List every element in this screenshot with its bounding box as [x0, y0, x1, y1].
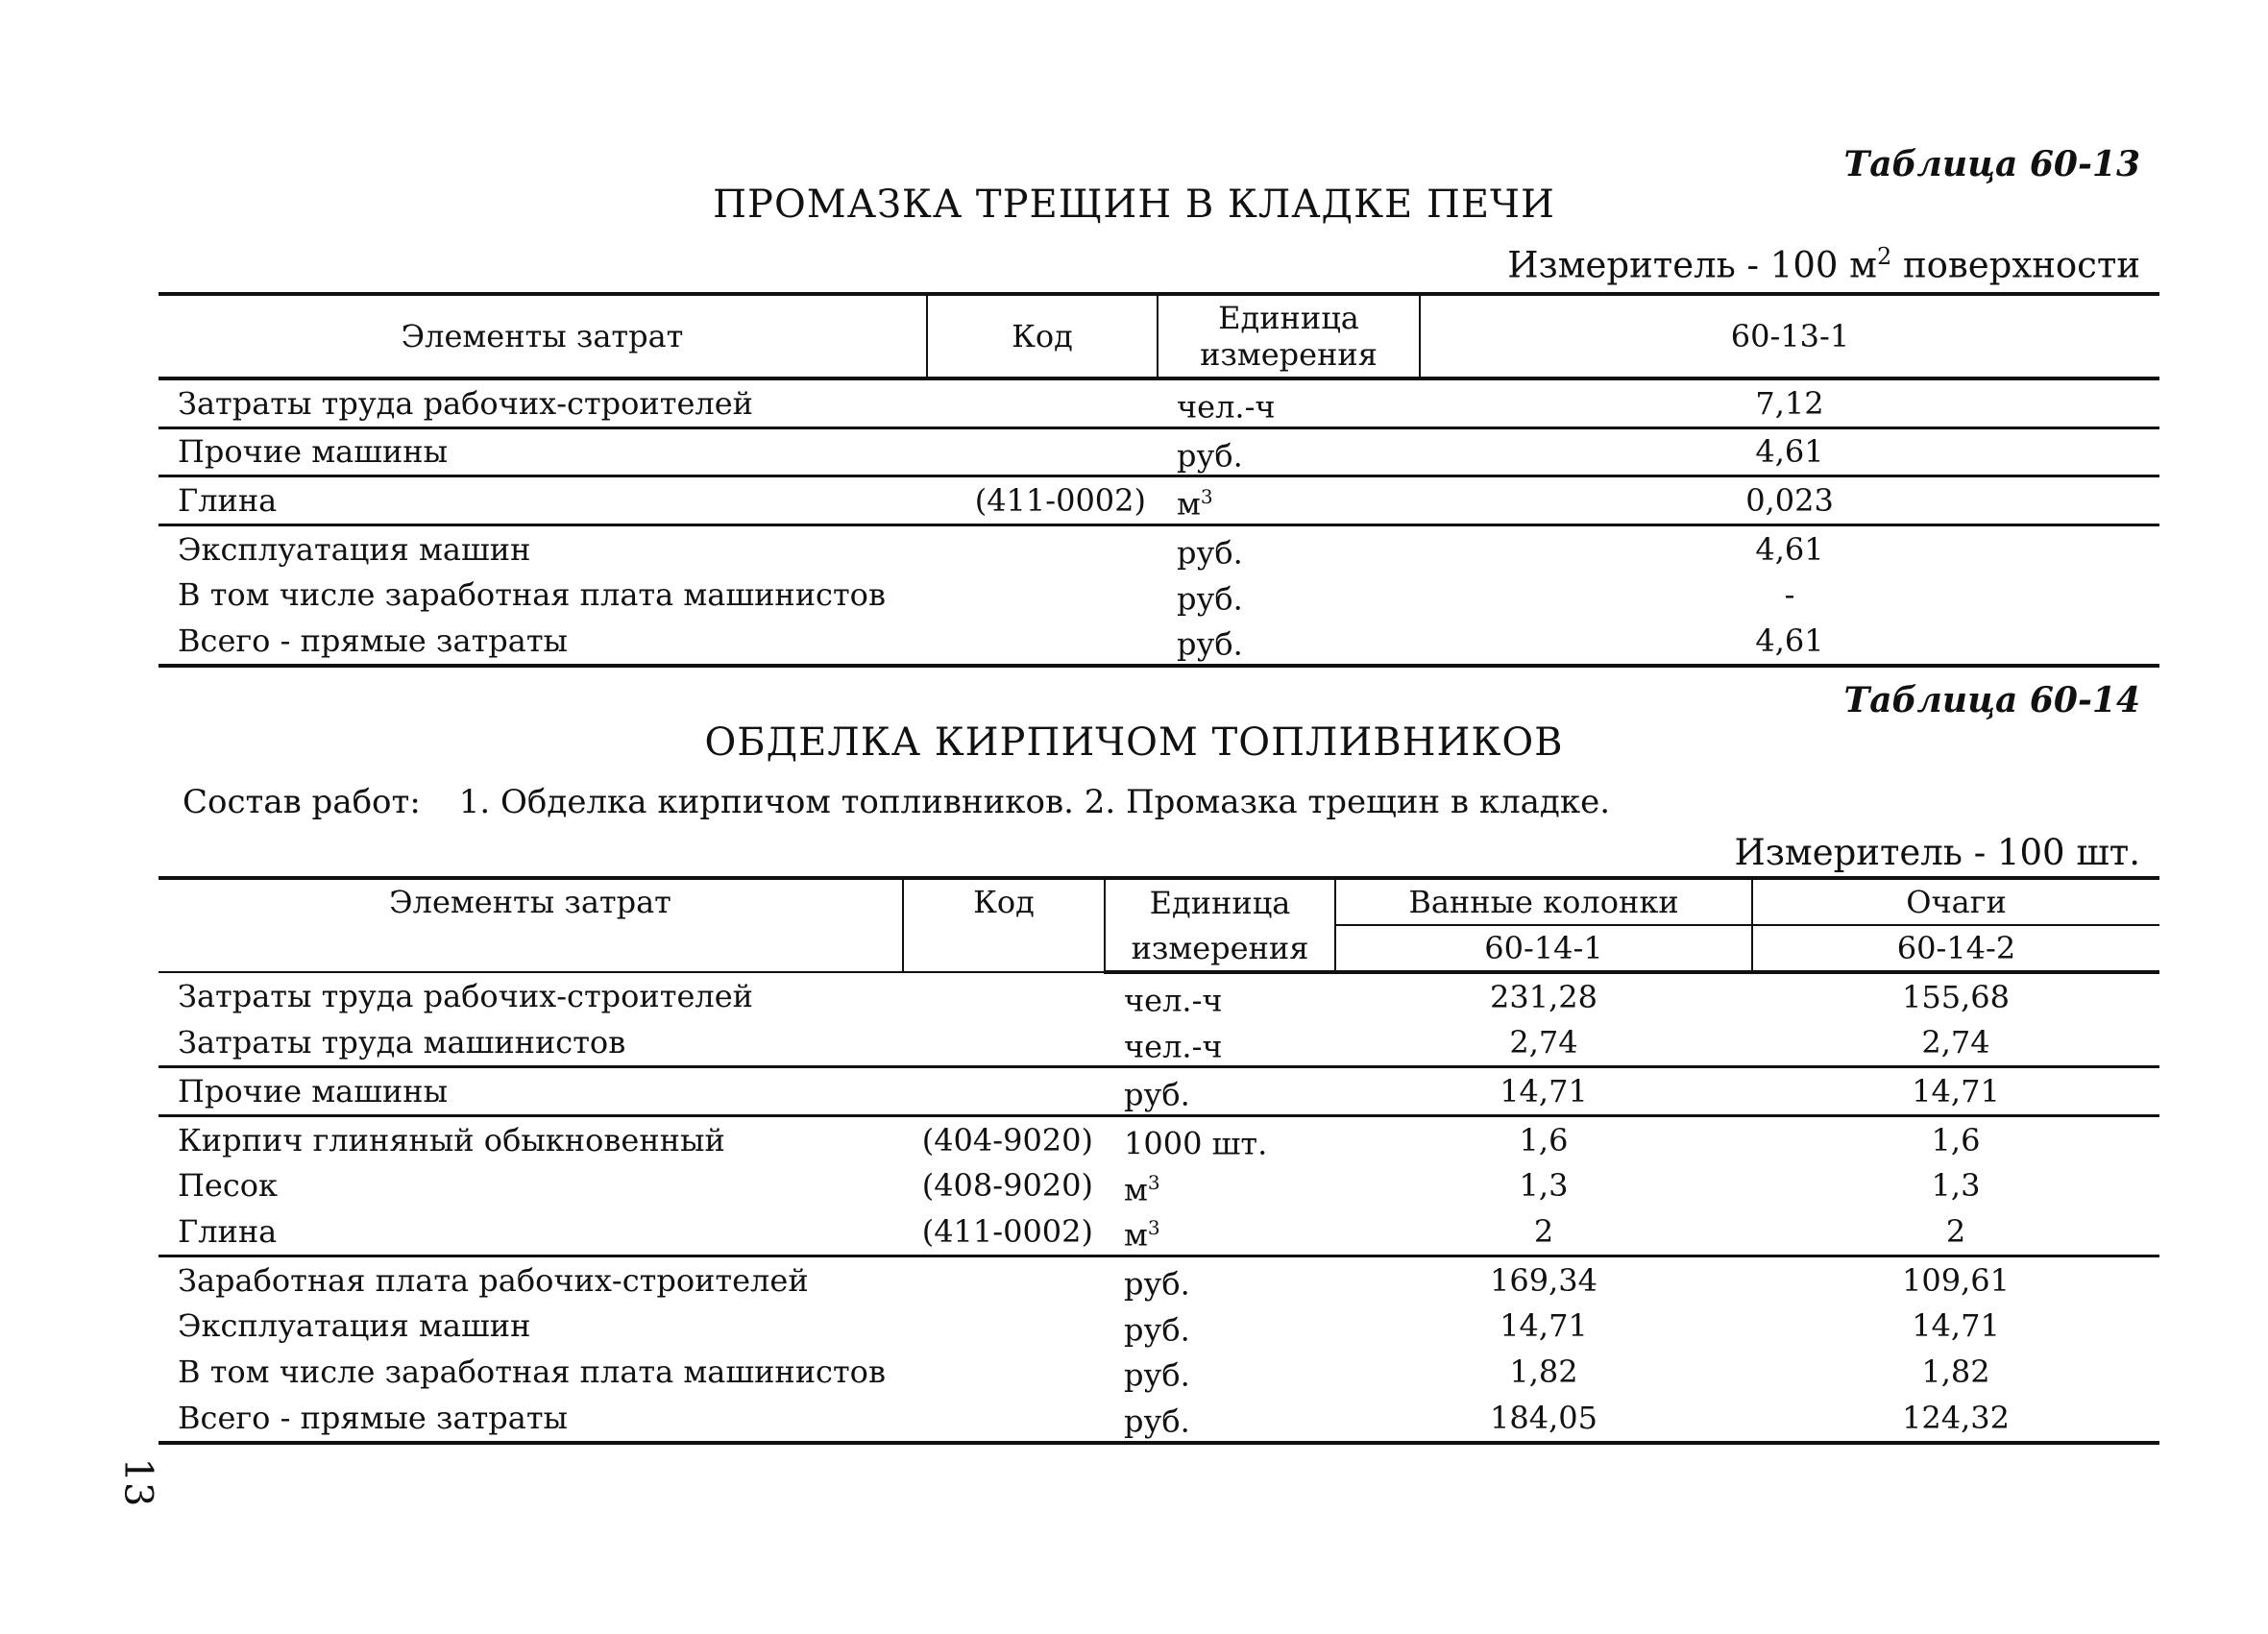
header-col-60-13-1: 60-13-1 — [1420, 294, 2159, 378]
table-60-14 — [159, 876, 2159, 1445]
row-value-1: 231,28 — [1490, 978, 1597, 1015]
header-unit-line1: Единица — [1105, 878, 1335, 925]
table-row — [159, 1256, 2159, 1303]
row-code — [927, 618, 1158, 666]
row-unit: руб. — [1124, 1356, 1190, 1394]
row-unit: руб. — [1105, 1067, 1335, 1116]
row-name: Затраты труда машинистов — [159, 1020, 903, 1067]
table-60-13-label: Таблица 60-13 — [1843, 144, 2140, 184]
row-code — [903, 972, 1105, 1020]
row-value-2: 14,71 — [1752, 1067, 2159, 1116]
table-60-14-title: ОБДЕЛКА КИРПИЧОМ ТОПЛИВНИКОВ — [704, 720, 1564, 765]
row-code — [903, 1020, 1105, 1067]
row-name: Прочие машины — [159, 1067, 903, 1116]
row-code — [903, 1395, 1105, 1443]
row-name: Кирпич глиняный обыкновенный — [178, 1121, 725, 1158]
table-60-13 — [159, 292, 2159, 668]
table-60-13-title: ПРОМАЗКА ТРЕЩИН В КЛАДКЕ ПЕЧИ — [713, 183, 1555, 227]
row-name: Глина — [159, 1208, 903, 1256]
table-row — [159, 972, 2159, 1020]
composition-label: Состав работ: — [183, 783, 421, 821]
table-header-row — [159, 294, 2159, 378]
row-unit: руб. — [1158, 427, 1420, 476]
row-value-1: 14,71 — [1335, 1067, 1752, 1116]
table-60-14-meter: Измеритель - 100 шт. — [1734, 832, 2140, 873]
row-value-1: 184,05 — [1335, 1395, 1752, 1443]
table-row — [159, 427, 2159, 476]
row-code — [927, 524, 1158, 572]
header-unit-line2: измерения — [1105, 925, 1335, 972]
row-value-2: 2,74 — [1752, 1020, 2159, 1067]
header-code: Код — [927, 294, 1158, 378]
row-name: Эксплуатация машин — [178, 1307, 531, 1345]
row-name: Затраты труда рабочих-строителей — [178, 978, 753, 1015]
table-row — [159, 573, 2159, 619]
table-row — [159, 476, 2159, 525]
row-name: Глина — [159, 476, 927, 525]
table-row — [159, 618, 2159, 666]
table-row — [159, 1115, 2159, 1162]
row-unit: руб. — [1158, 618, 1420, 666]
row-unit: $м^3$ — [1158, 476, 1420, 525]
table-row — [159, 1020, 2159, 1067]
row-value-2: 2 — [1752, 1208, 2159, 1256]
row-code: (411-0002) — [903, 1208, 1105, 1256]
row-value-2: 1,6 — [1931, 1121, 1981, 1158]
row-unit: руб. — [1124, 1311, 1190, 1349]
header-elements: Элементы затрат — [159, 878, 903, 972]
row-value-1: 14,71 — [1500, 1307, 1588, 1345]
row-value-2: 1,82 — [1921, 1354, 1990, 1391]
row-name: В том числе заработная плата машинистов — [178, 1354, 886, 1391]
row-unit: чел.-ч — [1124, 982, 1223, 1019]
composition-text: 1. Обделка кирпичом топливников. 2. Промазка трещин в кладке. — [458, 783, 1611, 821]
page-number: 13 — [115, 1457, 160, 1507]
table-60-14-body — [159, 972, 2159, 1443]
row-unit: $м^3$ — [1105, 1208, 1335, 1256]
header-col-60-14-2: 60-14-2 — [1752, 925, 2159, 972]
header-group-bath-columns: Ванные колонки — [1335, 878, 1752, 925]
row-value-1: - — [1784, 576, 1795, 614]
row-code: (404-9020) — [921, 1121, 1093, 1158]
row-value-1: 2 — [1335, 1208, 1752, 1256]
row-code — [927, 378, 1158, 427]
row-unit: руб. — [1124, 1265, 1190, 1303]
meter-prefix: Измеритель - 100 м — [1507, 244, 1877, 286]
row-code — [927, 573, 1158, 619]
meter-superscript: 2 — [1876, 243, 1892, 270]
row-unit: руб. — [1177, 534, 1243, 572]
row-value-2: 1,3 — [1931, 1167, 1981, 1205]
row-name: Всего - прямые затраты — [159, 618, 927, 666]
meter-suffix: поверхности — [1891, 244, 2140, 286]
row-unit: руб. — [1177, 580, 1243, 618]
table-row — [159, 1067, 2159, 1116]
table-row — [159, 524, 2159, 572]
row-name: Эксплуатация машин — [178, 530, 531, 568]
row-value-1: 1,6 — [1519, 1121, 1569, 1158]
table-header-row — [159, 878, 2159, 925]
row-unit: чел.-ч — [1158, 378, 1420, 427]
table-row — [159, 1163, 2159, 1209]
row-value-2: 109,61 — [1902, 1261, 2010, 1299]
row-value-1: 1,3 — [1519, 1167, 1569, 1205]
header-col-60-14-1: 60-14-1 — [1335, 925, 1752, 972]
header-group-hearths: Очаги — [1752, 878, 2159, 925]
row-code — [903, 1256, 1105, 1303]
row-unit: чел.-ч — [1105, 1020, 1335, 1067]
header-elements: Элементы затрат — [159, 294, 927, 378]
row-name: Всего - прямые затраты — [159, 1395, 903, 1443]
table-60-13-body — [159, 378, 2159, 666]
row-code: (411-0002) — [927, 476, 1158, 525]
row-name: Заработная плата рабочих-строителей — [178, 1261, 809, 1299]
table-60-14-label: Таблица 60-14 — [1843, 680, 2140, 720]
table-row — [159, 1304, 2159, 1350]
table-60-13-meter — [1507, 243, 2140, 285]
row-unit: $м^3$ — [1124, 1170, 1160, 1208]
row-value-1: 0,023 — [1420, 476, 2159, 525]
row-value-1: 169,34 — [1490, 1261, 1597, 1299]
header-unit-line1: Единица — [1218, 300, 1359, 336]
row-value-1: 4,61 — [1420, 618, 2159, 666]
row-code: (408-9020) — [921, 1167, 1093, 1205]
row-name: Прочие машины — [159, 427, 927, 476]
row-value-1: 1,82 — [1509, 1354, 1578, 1391]
row-code — [903, 1349, 1105, 1395]
header-code: Код — [903, 878, 1105, 972]
row-value-1: 7,12 — [1420, 378, 2159, 427]
header-unit-line2: измерения — [1200, 336, 1378, 373]
table-row — [159, 1349, 2159, 1395]
header-unit — [1158, 294, 1420, 378]
row-code — [927, 427, 1158, 476]
table-row — [159, 1208, 2159, 1256]
row-code — [903, 1304, 1105, 1350]
row-value-1: 4,61 — [1755, 530, 1824, 568]
row-name: В том числе заработная плата машинистов — [178, 576, 886, 614]
row-unit: 1000 шт. — [1124, 1125, 1268, 1162]
row-value-1: 2,74 — [1335, 1020, 1752, 1067]
row-value-1: 4,61 — [1420, 427, 2159, 476]
row-value-2: 14,71 — [1912, 1307, 2000, 1345]
work-composition — [183, 783, 1610, 821]
row-name: Песок — [178, 1167, 279, 1205]
row-code — [903, 1067, 1105, 1116]
row-value-2: 155,68 — [1902, 978, 2010, 1015]
row-unit: руб. — [1105, 1395, 1335, 1443]
table-row — [159, 1395, 2159, 1443]
table-row — [159, 378, 2159, 427]
row-name: Затраты труда рабочих-строителей — [159, 378, 927, 427]
row-value-2: 124,32 — [1752, 1395, 2159, 1443]
